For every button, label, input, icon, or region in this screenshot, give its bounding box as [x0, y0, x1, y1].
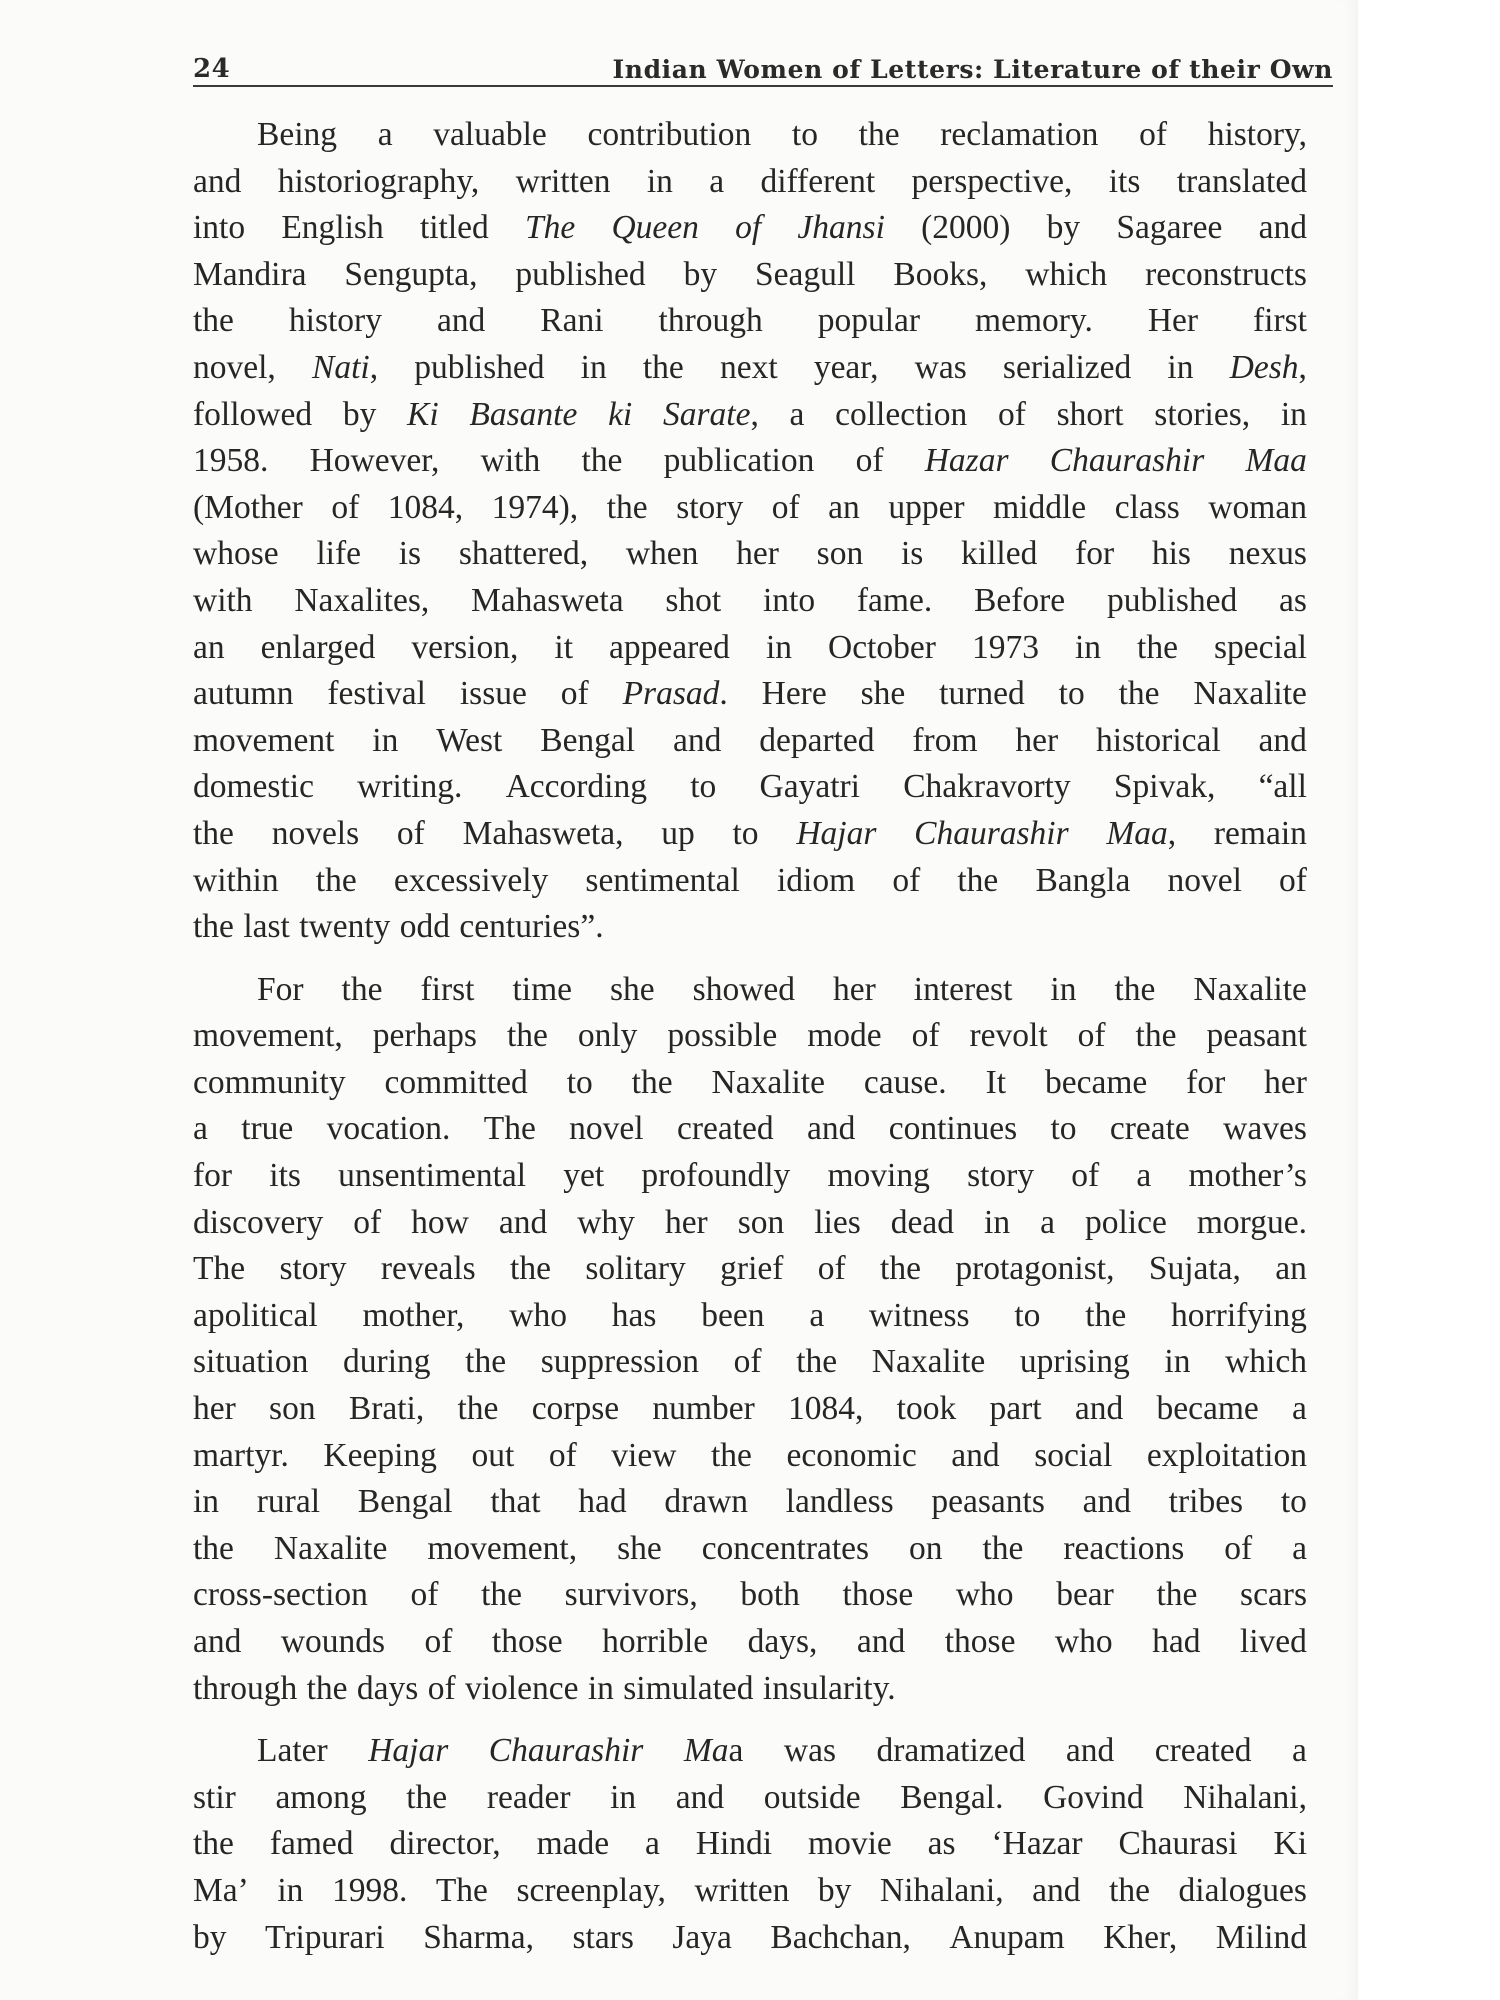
text-line: an enlarged version, it appeared in October 1973 in the special [193, 628, 1307, 666]
text-line: the last twenty odd centuries”. [193, 908, 604, 946]
text-line: movement in West Bengal and departed from her historical and [193, 721, 1307, 759]
text-line: in rural Bengal that had drawn landless peasants and tribes to [193, 1483, 1307, 1521]
text-line: into English titled The Queen of Jhansi (2000) by Sagaree and [193, 209, 1307, 247]
page-margin [1358, 0, 1500, 2000]
text-line: and historiography, written in a different perspective, its translated [193, 162, 1307, 200]
text-line: For the first time she showed her interest in the Naxalite [257, 970, 1307, 1008]
text-line: movement, perhaps the only possible mode of revolt of the peasant [193, 1017, 1307, 1055]
text-line: the history and Rani through popular memory. Her first [193, 302, 1307, 340]
text-line: discovery of how and why her son lies dead in a police morgue. [193, 1203, 1307, 1241]
text-line: through the days of violence in simulated insularity. [193, 1669, 896, 1707]
text-line: the novels of Mahasweta, up to Hajar Chaurashir Maa, remain [193, 814, 1307, 852]
body-text [193, 112, 1307, 1977]
text-line: autumn festival issue of Prasad. Here she turned to the Naxalite [193, 675, 1307, 713]
text-line: by Tripurari Sharma, stars Jaya Bachchan, Anupam Kher, Milind [193, 1918, 1307, 1956]
text-line: community committed to the Naxalite cause. It became for her [193, 1063, 1307, 1101]
text-line: followed by Ki Basante ki Sarate, a collection of short stories, in [193, 395, 1307, 433]
text-line: the Naxalite movement, she concentrates on the reactions of a [193, 1529, 1307, 1567]
text-line: her son Brati, the corpse number 1084, took part and became a [193, 1390, 1307, 1428]
text-line: apolitical mother, who has been a witness to the horrifying [193, 1296, 1307, 1334]
text-line: Being a valuable contribution to the reclamation of history, [257, 116, 1307, 153]
text-line: whose life is shattered, when her son is killed for his nexus [193, 535, 1307, 573]
paragraph [193, 967, 1307, 1713]
text-line: martyr. Keeping out of view the economic and social exploitation [193, 1436, 1307, 1474]
text-line: the famed director, made a Hindi movie as ‘Hazar Chaurasi Ki [193, 1825, 1307, 1863]
header-rule [193, 85, 1333, 87]
text-line: and wounds of those horrible days, and those who had lived [193, 1623, 1307, 1660]
text-line: a true vocation. The novel created and continues to create waves [193, 1110, 1307, 1148]
text-line: situation during the suppression of the Naxalite uprising in which [193, 1343, 1307, 1381]
paragraph [193, 1728, 1307, 1961]
text-line: Later Hajar Chaurashir Maa was dramatized and created a [257, 1732, 1307, 1770]
text-line: cross-section of the survivors, both those who bear the scars [193, 1576, 1307, 1614]
page-number: 24 [193, 54, 231, 84]
text-line: The story reveals the solitary grief of the protagonist, Sujata, an [193, 1250, 1307, 1288]
text-line: (Mother of 1084, 1974), the story of an upper middle class woman [193, 488, 1307, 526]
text-line: domestic writing. According to Gayatri Chakravorty Spivak, “all [193, 768, 1307, 806]
text-line: Ma’ in 1998. The screenplay, written by Nihalani, and the dialogues [193, 1871, 1307, 1909]
text-line: 1958. However, with the publication of Hazar Chaurashir Maa [193, 442, 1307, 480]
text-line: Mandira Sengupta, published by Seagull Books, which reconstructs [193, 255, 1307, 293]
paragraph [193, 112, 1307, 951]
text-line: with Naxalites, Mahasweta shot into fame. Before published as [193, 581, 1307, 619]
text-line: for its unsentimental yet profoundly moving story of a mother’s [193, 1157, 1307, 1195]
text-line: stir among the reader in and outside Bengal. Govind Nihalani, [193, 1778, 1307, 1816]
running-head [193, 40, 1333, 84]
running-title: Indian Women of Letters: Literature of their Own [612, 55, 1333, 84]
text-line: novel, Nati, published in the next year, was serialized in Desh, [193, 348, 1307, 386]
text-line: within the excessively sentimental idiom of the Bangla novel of [193, 861, 1307, 899]
